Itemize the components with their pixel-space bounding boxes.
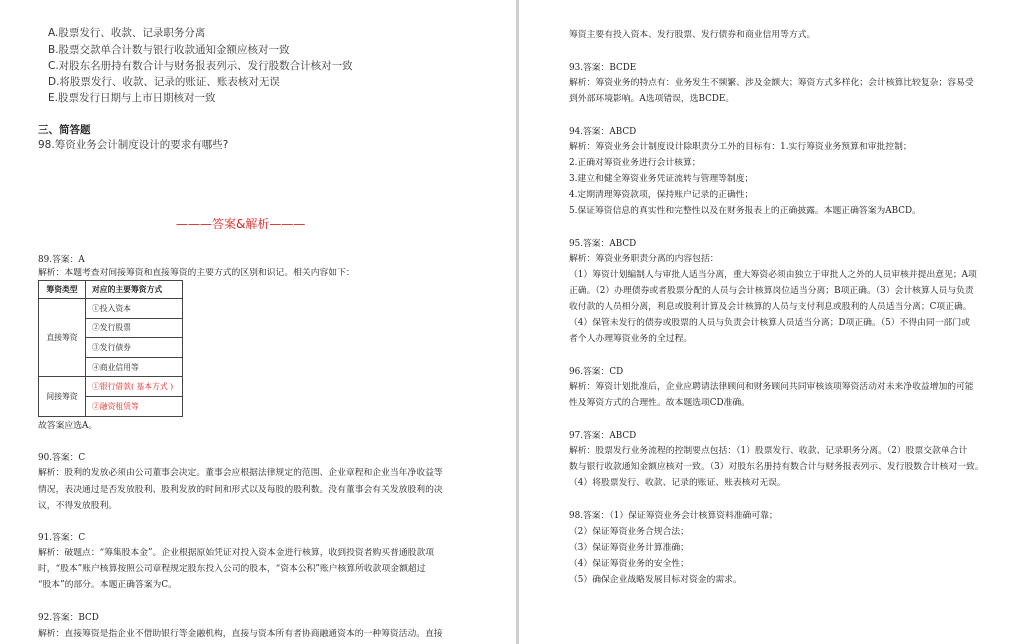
answer-91-line: 解析：破题点：“筹集股本金”。企业根据原始凭证对投入资本金进行核算，收到投资者购买普通股款项 [38, 548, 435, 558]
option-e: E.股票发行日期与上市日期核对一致 [48, 92, 216, 104]
table-header-methods: 对应的主要筹资方式 [86, 281, 183, 299]
answer-95-line: 正确。（2）办理债券或者股票分配的人员与会计核算岗位适当分离；B项正确。（3）会计核算人员与负责 [569, 286, 974, 296]
answer-98-label: 98.答案：（1）保证筹资业务会计核算资料准确可靠； [569, 511, 778, 521]
answer-97-label: 97.答案：ABCD [569, 431, 637, 441]
answer-94-label: 94.答案：ABCD [569, 127, 637, 137]
right-page [519, 0, 1030, 644]
answer-heading: ———答案&解析——— [176, 217, 306, 231]
answer-91-label: 91.答案：C [38, 533, 86, 543]
answer-90-line: 情况，表决通过是否发放股利、股利发放的时间和形式以及每股的股利数。没有董事会有关发放股利的决 [38, 485, 443, 495]
answer-93-line: 到外部环境影响。A选项错误，选BCDE。 [569, 94, 735, 104]
answer-96-label: 96.答案：CD [569, 367, 624, 377]
answer-93-line: 解析：筹资业务的特点有：业务发生不频繁、涉及金额大；筹资方式多样化；会计核算比较复杂；容易受 [569, 78, 974, 88]
table-cell: ①投入资本 [86, 299, 183, 319]
answer-96-line: 解析：筹资计划批准后，企业应聘请法律顾问和财务顾问共同审核该项筹资活动对未来净收益增加的可能 [569, 382, 974, 392]
table-cell: ④商业信用等 [86, 357, 183, 377]
answer-98-line: （4）保证筹资业务的安全性； [569, 559, 689, 569]
answer-93-label: 93.答案：BCDE [569, 63, 637, 73]
table-header-type: 筹资类型 [39, 281, 86, 299]
answer-92-continued: 筹资主要有投入资本、发行股票、发行债券和商业信用等方式。 [569, 30, 816, 40]
section-title: 三、简答题 [38, 124, 91, 136]
answer-92-line: 解析：直接筹资是指企业不借助银行等金融机构，直接与资本所有者协商融通资本的一种筹资活动。直接 [38, 629, 443, 639]
option-b: B.股票交款单合计数与银行收款通知金额应核对一致 [48, 44, 290, 56]
answer-90-label: 90.答案：C [38, 453, 86, 463]
answer-91-line: “股本”的部分。本题正确答案为C。 [38, 580, 177, 590]
answer-94-line: 4.定期清理筹资款项，保持账户记录的正确性； [569, 190, 754, 200]
answer-98-line: （3）保证筹资业务计算准确； [569, 543, 689, 553]
answer-94-line: 5.保证筹资信息的真实性和完整性以及在财务报表上的正确披露。本题正确答案为ABCD。 [569, 206, 921, 216]
answer-98-line: （5）确保企业战略发展目标对资金的需求。 [569, 575, 742, 585]
table-direct-label: 直接筹资 [39, 299, 86, 377]
table-cell: ①银行借款( 基本方式 ) [86, 377, 183, 397]
table-cell: ③发行债券 [86, 338, 183, 358]
answer-94-line: 3.建立和健全筹资业务凭证流转与管理等制度； [569, 174, 754, 184]
answer-95-line: （1）筹资计划编制人与审批人适当分离，重大筹资必须由独立于审批人之外的人员审核并提出意见；A项 [569, 270, 977, 280]
answer-94-line: 解析：筹资业务会计制度设计除职责分工外的目标有：1.实行筹资业务预算和审批控制； [569, 142, 912, 152]
answer-95-label: 95.答案：ABCD [569, 239, 637, 249]
answer-97-line: 数与银行收款通知金额应核对一致。（3）对股东名册持有数合计与财务报表列示、发行股数合计核对一致。 [569, 462, 984, 472]
answer-96-line: 性及筹资方式的合理性。故本题选项CD准确。 [569, 398, 750, 408]
option-a: A.股票发行、收款、记录职务分离 [48, 27, 206, 39]
answer-95-line: 解析：筹资业务职责分离的内容包括： [569, 254, 719, 264]
table-cell: ②发行股票 [86, 318, 183, 338]
answer-89-analysis: 解析：本题考查对间接筹资和直接筹资的主要方式的区别和识记。相关内容如下： [38, 268, 355, 278]
answer-91-line: 时，“股本”账户核算按照公司章程规定股东投入公司的股本，“资本公积”账户核算所收款项金额超过 [38, 564, 426, 574]
answer-89-conclusion: 故答案应选A。 [38, 421, 98, 431]
answer-95-line: 收付款的人员相分离，利息或股利计算及会计核算的人员与支付利息或股利的人员适当分离；C项正确。 [569, 302, 972, 312]
answer-89-label: 89.答案：A [38, 255, 85, 265]
question-98: 98.筹资业务会计制度设计的要求有哪些? [38, 139, 229, 151]
answer-97-line: （4）将股票发行、收款、记录的账证、账表核对无误。 [569, 478, 786, 488]
answer-90-line: 议，不得发放股利。 [38, 501, 118, 511]
answer-95-line: 者个人办理筹资业务的全过程。 [569, 334, 693, 344]
table-indirect-label: 间接筹资 [39, 377, 86, 416]
option-c: C.对股东名册持有数合计与财务报表列示、发行股数合计核对一致 [48, 60, 353, 72]
table-cell: ②融资租赁等 [86, 396, 183, 416]
answer-92-label: 92.答案：BCD [38, 613, 99, 623]
answer-95-line: （4）保管未发行的债券或股票的人员与负责会计核算人员适当分离；D项正确。（5）不得由同一部门或 [569, 318, 970, 328]
answer-97-line: 解析：股票发行业务流程的控制要点包括：（1）股票发行、收款、记录职务分离。（2）股票交款单合计 [569, 446, 968, 456]
option-d: D.将股票发行、收款、记录的账证、账表核对无误 [48, 76, 280, 88]
answer-90-line: 解析：股利的发放必须由公司董事会决定。董事会应根据法律规定的范围、企业章程和企业当年净收益等 [38, 468, 443, 478]
answer-94-line: 2.正确对筹资业务进行会计核算； [569, 158, 701, 168]
financing-table [38, 280, 183, 417]
answer-98-line: （2）保证筹资业务合规合法； [569, 527, 689, 537]
